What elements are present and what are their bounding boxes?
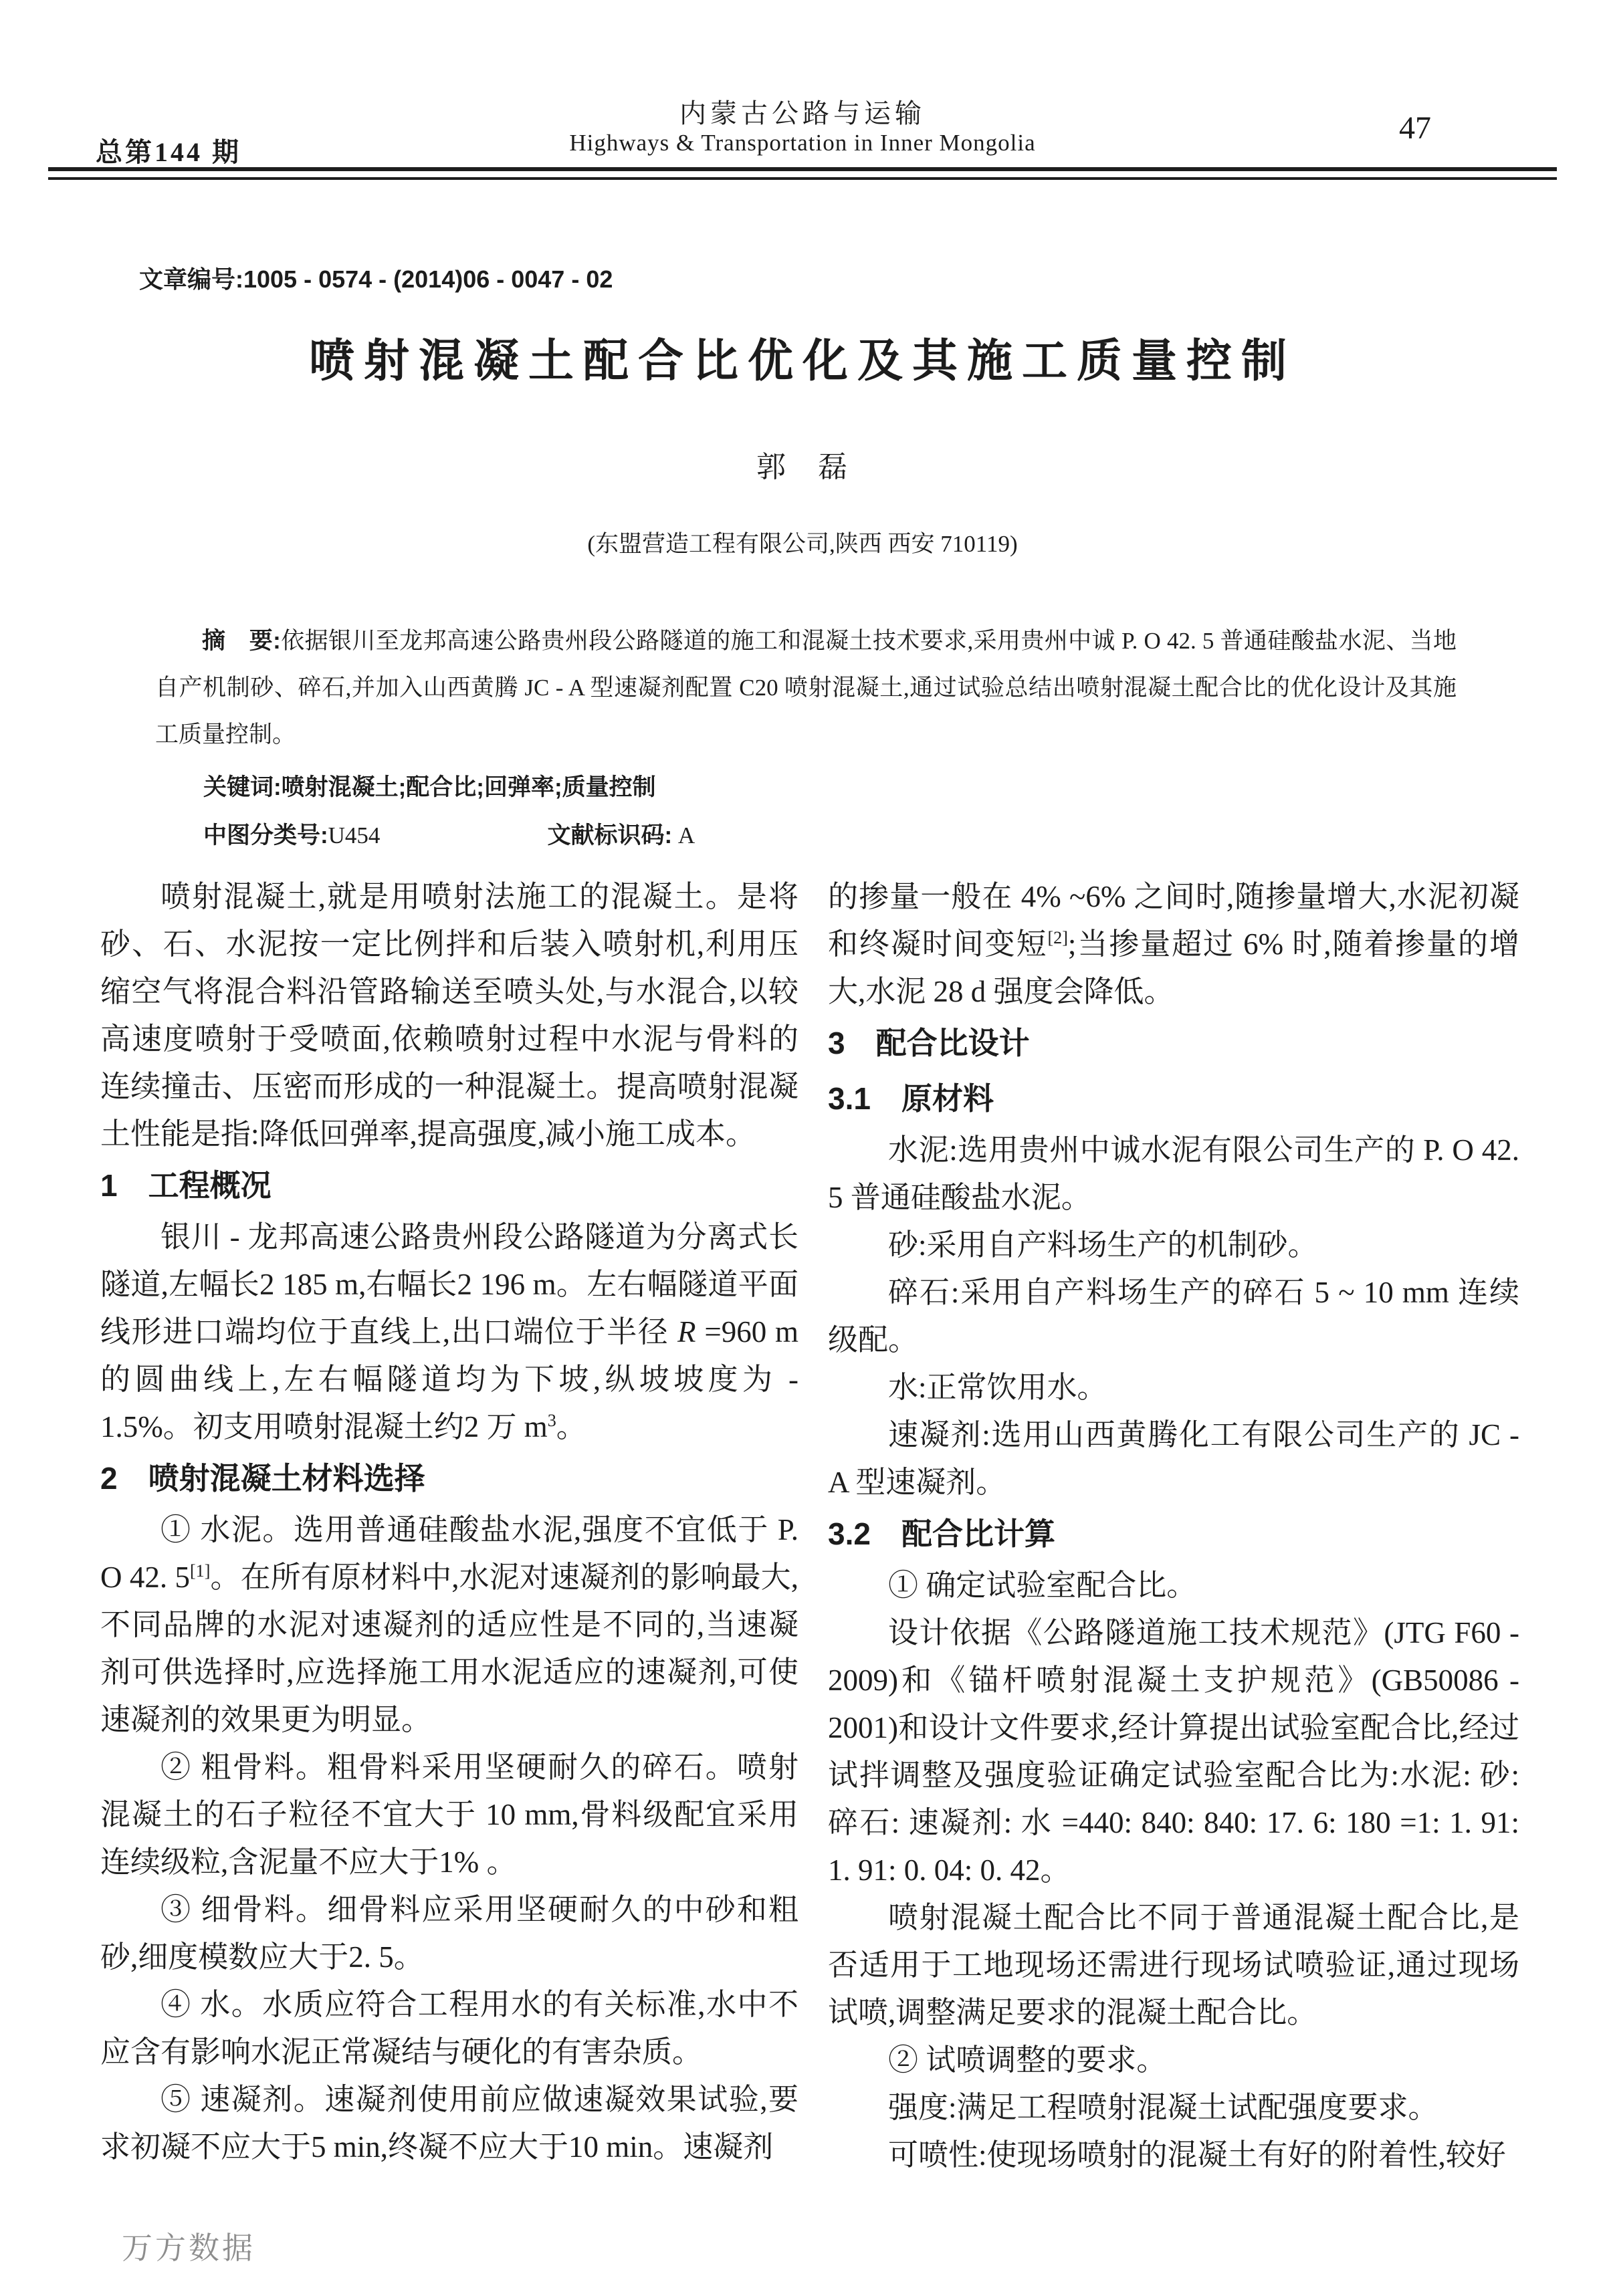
abstract-text: 依据银川至龙邦高速公路贵州段公路隧道的施工和混凝土技术要求,采用贵州中诚 P. O 42. 5 普通硅酸盐水泥、当地自产机制砂、碎石,并加入山西黄腾 JC - A 型速凝剂配置 C20 喷射混凝土,通过试验总结出喷射混凝土配合比的优化设计及其施工质量控制。	[155, 628, 1457, 748]
paragraph: 强度:满足工程喷射混凝土试配强度要求。	[888, 2091, 1438, 2124]
paragraph: 设计依据《公路隧道施工技术规范》(JTG F60 - 2009)和《锚杆喷射混凝土支护规范》(GB50086 - 2001)和设计文件要求,经计算提出试验室配合比,经过试拌调整及强度验证确定试验室配合比为:水泥: 砂: 碎石: 速凝剂: 水 =440: 840: 840: 17. 6: 180 =1: 1. 91: 1. 91: 0. 04: 0. 42。	[828, 1616, 1519, 1887]
reference-superscript: [1]	[189, 1561, 211, 1581]
page-number: 47	[1399, 110, 1431, 146]
section-heading: 2 喷射混凝土材料选择	[100, 1461, 425, 1496]
article-id: 文章编号:1005 - 0574 - (2014)06 - 0047 - 02	[139, 265, 613, 293]
journal-name-english: Highways & Transportation in Inner Mongolia	[569, 130, 1036, 156]
keywords-text: 喷射混凝土;配合比;回弹率;质量控制	[281, 774, 656, 800]
paragraph: ③ 细骨料。细骨料应采用坚硬耐久的中砂和粗砂,细度模数应大于2. 5。	[100, 1893, 798, 1974]
paragraph: 银川 - 龙邦高速公路贵州段公路隧道为分离式长隧道,左幅长2 185 m,右幅长2 196 m。左右幅隧道平面线形进口端均位于直线上,出口端位于半径 R =960 m 的圆曲线上,左右幅隧道均为下坡,纵坡坡度为 - 1.5%。初支用喷射混凝土约2 万 $m^3$。	[100, 1220, 798, 1444]
paragraph: 可喷性:使现场喷射的混凝土有好的附着性,较好	[888, 2138, 1506, 2172]
reference-superscript: [2]	[1047, 928, 1068, 947]
paragraph: 的掺量一般在 4% ~6% 之间时,随掺量增大,水泥初凝和终凝时间变短[2];当掺量超过 6% 时,随着掺量的增大,水泥 28 d 强度会降低。	[828, 880, 1519, 1008]
paragraph: 水泥:选用贵州中诚水泥有限公司生产的 P. O 42. 5 普通硅酸盐水泥。	[828, 1133, 1519, 1214]
clc-value: U454	[328, 822, 381, 848]
wanfang-watermark: 万方数据	[122, 2231, 255, 2265]
issue-number: 总第144 期	[96, 137, 241, 167]
clc-label: 中图分类号:	[203, 822, 328, 848]
paragraph: 碎石:采用自产料场生产的碎石 5 ~ 10 mm 连续级配。	[828, 1276, 1519, 1357]
abstract-label: 摘 要:	[202, 628, 281, 654]
section-heading: 3.1 原材料	[828, 1081, 994, 1116]
section-heading: 3 配合比设计	[828, 1026, 1030, 1060]
paragraph: ① 确定试验室配合比。	[888, 1569, 1197, 1602]
paragraph: 喷射混凝土配合比不同于普通混凝土配合比,是否适用于工地现场还需进行现场试喷验证,通过现场试喷,调整满足要求的混凝土配合比。	[828, 1901, 1519, 2029]
paragraph: ② 试喷调整的要求。	[888, 2043, 1167, 2077]
paragraph: 砂:采用自产料场生产的机制砂。	[888, 1228, 1318, 1262]
header-rule-bottom	[48, 177, 1557, 180]
keywords-line	[203, 769, 1461, 802]
article-title: 喷射混凝土配合比优化及其施工质量控制	[308, 336, 1296, 386]
section-heading: 1 工程概况	[100, 1168, 272, 1203]
header-rule-top	[48, 167, 1557, 171]
paragraph: 喷射混凝土,就是用喷射法施工的混凝土。是将砂、石、水泥按一定比例拌和后装入喷射机,利用压缩空气将混合料沿管路输送至喷头处,与水混合,以较高速度喷射于受喷面,依赖喷射过程中水泥与骨料的连续撞击、压密而形成的一种混凝土。提高喷射混凝土性能是指:降低回弹率,提高强度,减小施工成本。	[100, 880, 798, 1151]
paragraph: ① 水泥。选用普通硅酸盐水泥,强度不宜低于 P. O 42. 5[1]。在所有原材料中,水泥对速凝剂的影响最大,不同品牌的水泥对速凝剂的适应性是不同的,当速凝剂可供选择时,应选择施工用水泥适应的速凝剂,可使速凝剂的效果更为明显。	[100, 1513, 798, 1736]
keywords-label: 关键词:	[203, 774, 282, 800]
paragraph: 水:正常饮用水。	[888, 1371, 1107, 1404]
reference-superscript: 3	[547, 1411, 556, 1430]
doc-code-label: 文献标识码:	[547, 822, 673, 848]
author-name: 郭 磊	[756, 451, 849, 483]
left-column	[100, 873, 798, 2171]
journal-name-chinese: 内蒙古公路与运输	[679, 98, 926, 128]
right-column	[828, 873, 1519, 2179]
paragraph: ④ 水。水质应符合工程用水的有关标准,水中不应含有影响水泥正常凝结与硬化的有害杂质。	[100, 1988, 798, 2069]
doc-code-value: A	[672, 822, 696, 848]
abstract	[155, 618, 1457, 758]
paragraph: 速凝剂:选用山西黄腾化工有限公司生产的 JC - A 型速凝剂。	[828, 1418, 1519, 1499]
section-heading: 3.2 配合比计算	[828, 1516, 1055, 1551]
classification-line	[203, 817, 1461, 850]
paragraph: ⑤ 速凝剂。速凝剂使用前应做速凝效果试验,要求初凝不应大于5 min,终凝不应大于10 min。速凝剂	[100, 2083, 798, 2164]
math-variable: R	[677, 1315, 696, 1349]
author-affiliation: (东盟营造工程有限公司,陕西 西安 710119)	[587, 531, 1018, 557]
paragraph: ② 粗骨料。粗骨料采用坚硬耐久的碎石。喷射混凝土的石子粒径不宜大于 10 mm,骨料级配宜采用连续级粒,含泥量不应大于1% 。	[100, 1750, 798, 1879]
